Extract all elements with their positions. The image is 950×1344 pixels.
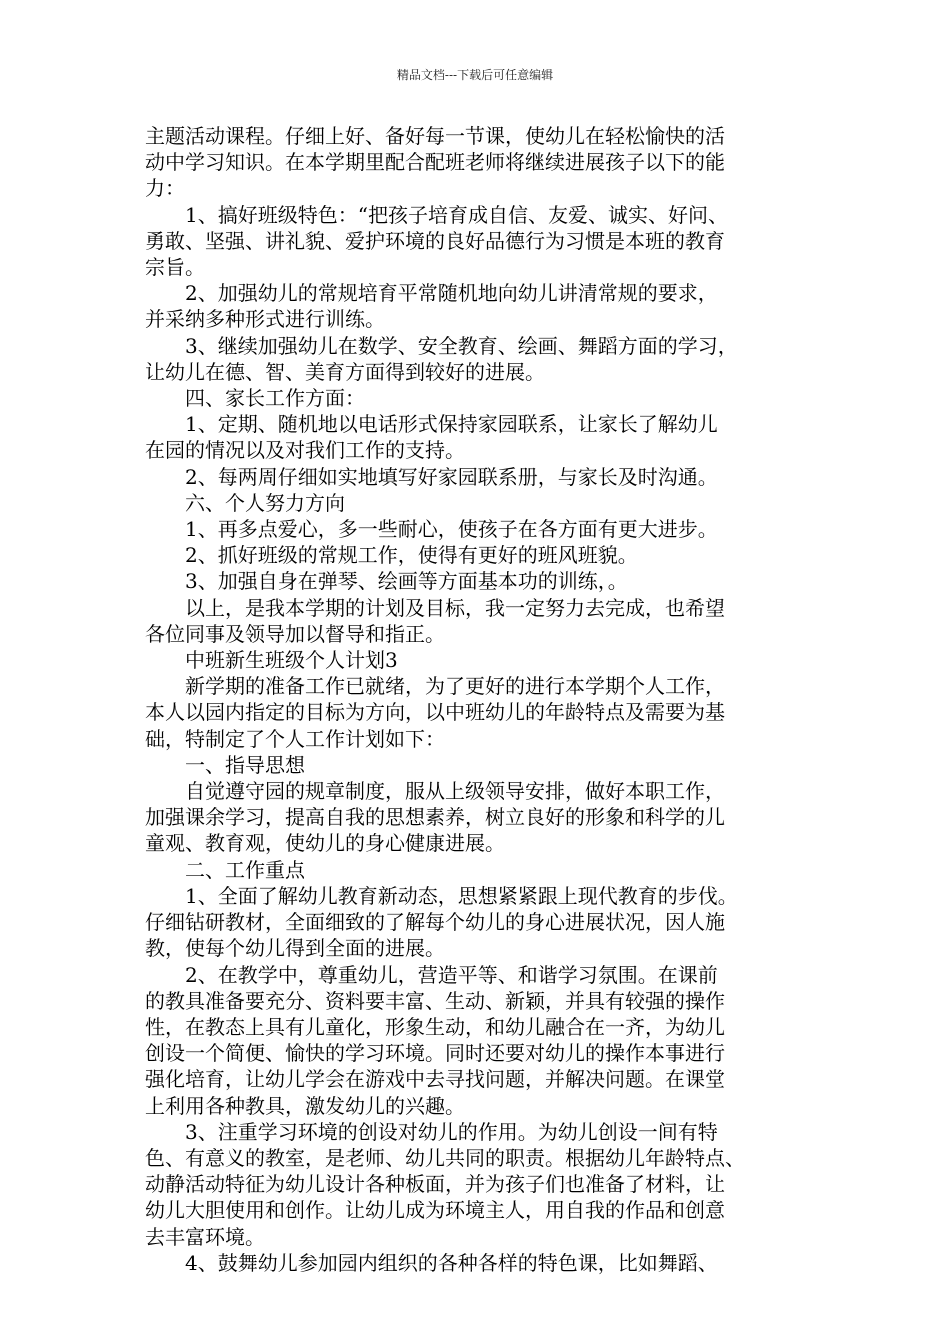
- paragraph: [145, 857, 825, 883]
- text-line: 3、注重学习环境的创设对幼儿的作用。为幼儿创设一间有特: [145, 1119, 718, 1144]
- paragraph: [145, 516, 825, 542]
- text-line: 六、个人努力方向: [145, 490, 345, 515]
- paragraph: [145, 542, 825, 568]
- text-line: 2、抓好班级的常规工作，使得有更好的班风班貌。: [145, 543, 638, 568]
- text-line: 2、每两周仔细如实地填写好家园联系册，与家长及时沟通。: [145, 464, 718, 489]
- page-header: 精品文档---下载后可任意编辑: [396, 68, 554, 82]
- text-line: 3、加强自身在弹琴、绘画等方面基本功的训练，。: [145, 569, 628, 594]
- paragraph: [145, 333, 825, 385]
- paragraph: [145, 883, 825, 962]
- text-line: 一、指导思想: [145, 752, 305, 777]
- text-line: 上利用各种教具，激发幼儿的兴趣。: [145, 1093, 465, 1118]
- text-line: 动静活动特征为幼儿设计各种板面，并为孩子们也准备了材料，让: [145, 1172, 725, 1197]
- paragraph: [145, 385, 825, 411]
- text-line: 仔细钻研教材，全面细致的了解每个幼儿的身心进展状况，因人施: [145, 910, 725, 935]
- text-line: 的教具准备要充分、资料要丰富、生动、新颖，并具有较强的操作: [145, 988, 725, 1013]
- paragraph: [145, 752, 825, 778]
- paragraph: [145, 202, 825, 281]
- text-line: 性，在教态上具有儿童化，形象生动，和幼儿融合在一齐，为幼儿: [145, 1014, 725, 1039]
- text-line: 强化培育，让幼儿学会在游戏中去寻找问题，并解决问题。在课堂: [145, 1067, 725, 1092]
- text-line: 宗旨。: [145, 255, 205, 280]
- paragraph: [145, 595, 825, 647]
- paragraph: [145, 1119, 825, 1250]
- text-line: 教，使每个幼儿得到全面的进展。: [145, 936, 445, 961]
- text-line: 动中学习知识。在本学期里配合配班老师将继续进展孩子以下的能: [145, 150, 725, 175]
- paragraph: [145, 647, 825, 673]
- text-line: 4、鼓舞幼儿参加园内组织的各种各样的特色课，比如舞蹈、: [145, 1250, 718, 1275]
- paragraph: [145, 778, 825, 857]
- paragraph: [145, 411, 825, 463]
- text-line: 本人以园内指定的目标为方向，以中班幼儿的年龄特点及需要为基: [145, 700, 725, 725]
- text-line: 勇敢、坚强、讲礼貌、爱护环境的良好品德行为习惯是本班的教育: [145, 228, 725, 253]
- text-line: 主题活动课程。仔细上好、备好每一节课，使幼儿在轻松愉快的活: [145, 124, 725, 148]
- text-line: 幼儿大胆使用和创作。让幼儿成为环境主人，用自我的作品和创意: [145, 1198, 725, 1223]
- text-line: 1、再多点爱心，多一些耐心，使孩子在各方面有更大进步。: [145, 517, 718, 542]
- paragraph: [145, 280, 825, 332]
- text-line: 创设一个简便、愉快的学习环境。同时还要对幼儿的操作本事进行: [145, 1041, 725, 1066]
- paragraph: [145, 568, 825, 594]
- paragraph: [145, 1250, 825, 1276]
- text-line: 二、工作重点: [145, 857, 305, 882]
- text-line: 中班新生班级个人计划3: [145, 648, 398, 673]
- text-line: 去丰富环境。: [145, 1224, 265, 1249]
- text-line: 2、加强幼儿的常规培育平常随机地向幼儿讲清常规的要求，: [145, 281, 718, 306]
- text-line: 让幼儿在德、智、美育方面得到较好的进展。: [145, 359, 545, 384]
- paragraph: [145, 464, 825, 490]
- text-line: 在园的情况以及对我们工作的支持。: [145, 438, 465, 463]
- text-line: 新学期的准备工作已就绪，为了更好的进行本学期个人工作，: [145, 674, 725, 699]
- text-line: 1、定期、随机地以电话形式保持家园联系，让家长了解幼儿: [145, 412, 718, 437]
- text-line: 并采纳多种形式进行训练。: [145, 307, 385, 332]
- text-line: 1、搞好班级特色：“把孩子培育成自信、友爱、诚实、好问、: [145, 202, 728, 227]
- text-line: 3、继续加强幼儿在数学、安全教育、绘画、舞蹈方面的学习，: [145, 333, 738, 358]
- text-line: 力：: [145, 176, 185, 201]
- text-line: 加强课余学习，提高自我的思想素养，树立良好的形象和科学的儿: [145, 805, 725, 830]
- paragraph: [145, 962, 825, 1119]
- paragraph: [145, 673, 825, 752]
- text-line: 础，特制定了个人工作计划如下：: [145, 726, 445, 751]
- text-line: 以上，是我本学期的计划及目标，我一定努力去完成，也希望: [145, 595, 725, 620]
- paragraph: [145, 490, 825, 516]
- document-body: [145, 123, 825, 1276]
- text-line: 童观、教育观，使幼儿的身心健康进展。: [145, 831, 505, 856]
- text-line: 2、在教学中，尊重幼儿，营造平等、和谐学习氛围。在课前: [145, 962, 718, 987]
- text-line: 各位同事及领导加以督导和指正。: [145, 621, 445, 646]
- text-line: 自觉遵守园的规章制度，服从上级领导安排，做好本职工作，: [145, 779, 725, 804]
- paragraph: [145, 123, 825, 202]
- text-line: 四、家长工作方面：: [145, 386, 365, 411]
- text-line: 1、全面了解幼儿教育新动态，思想紧紧跟上现代教育的步伐。: [145, 883, 738, 908]
- text-line: 色、有意义的教室，是老师、幼儿共同的职责。根据幼儿年龄特点、: [145, 1145, 745, 1170]
